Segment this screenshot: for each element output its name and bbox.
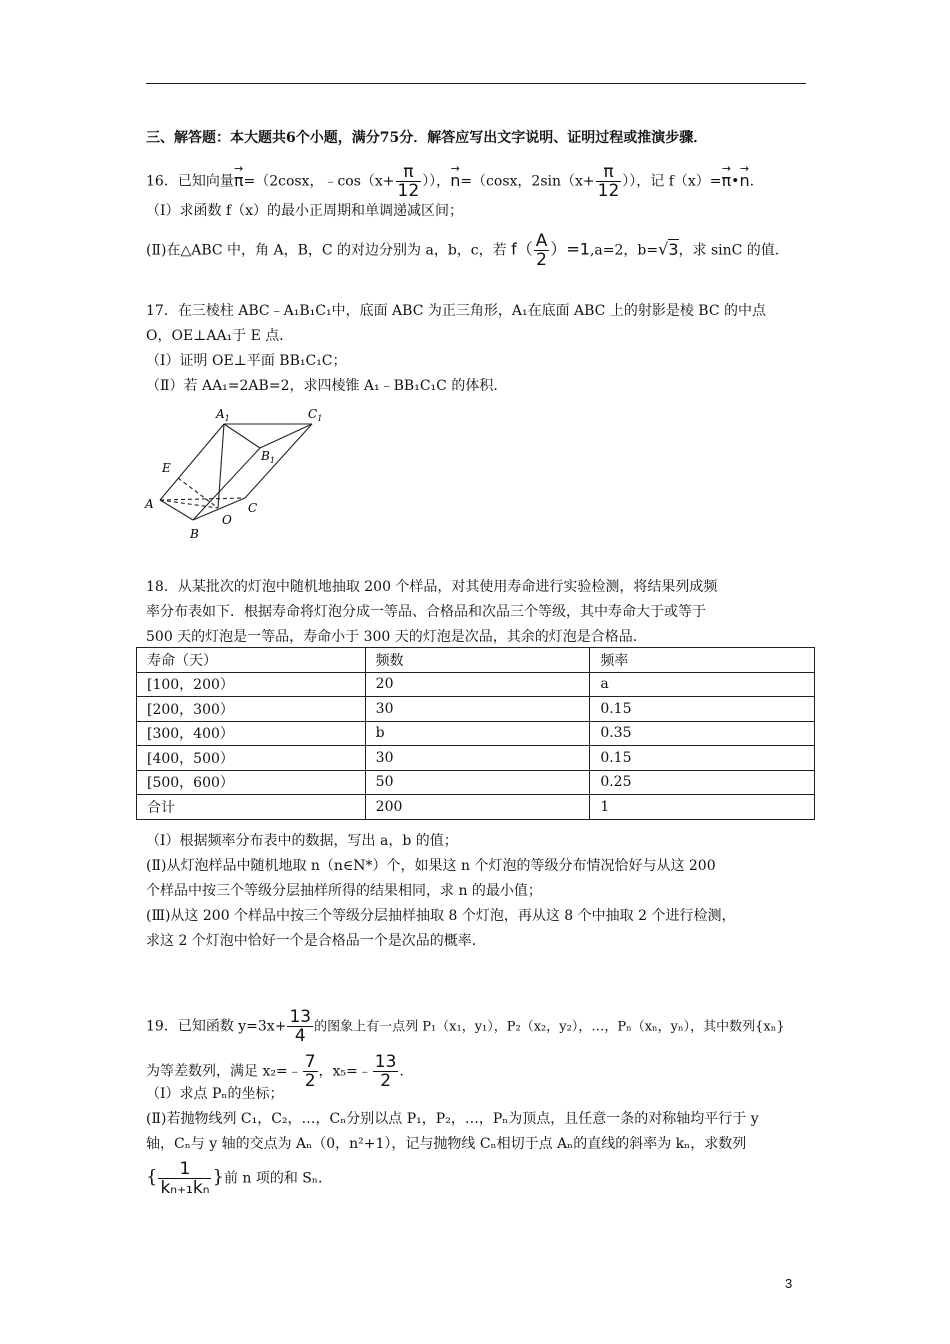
frac-7-2 [303,1053,318,1090]
table-cell: 200 [365,795,590,820]
q16-part2-c: ,a=2，b= [589,242,659,259]
sqrt-3 [658,239,678,259]
q16-part2-a: (Ⅱ)在△ABC 中，角 A，B，C 的对边分别为 a，b，c，若 [146,242,507,259]
frac-num: A [535,231,548,251]
vector-m: → π [234,171,244,191]
q17-part1: （Ⅰ）证明 OE⊥平面 BB₁C₁C； [146,353,347,369]
frac-den: 12 [397,181,420,201]
frac-a-2 [534,232,550,269]
q18-part2-line1: (Ⅱ)从灯泡样品中随机地取 n（n∈N*）个，如果这 n 个灯泡的等级分布情况恰好与从这 200 [146,858,716,874]
table-cell: 30 [365,697,590,722]
q19-part2-line3 [146,1160,322,1197]
table-cell: 0.15 [590,697,815,722]
frac-den: 4 [287,1026,313,1045]
page-number: 3 [785,1276,793,1291]
q17-line1: 17．在三棱柱 ABC﹣A₁B₁C₁中，底面 ABC 为正三角形，A₁在底面 ABC 上的射影是棱 BC 的中点 [146,303,767,319]
table-header-row [137,648,815,673]
q19-line1 [146,1008,785,1045]
label-c1: $C_1$ [308,407,323,423]
q19-text-f: 前 n 项的和 Sₙ. [223,1170,323,1187]
edge-ab [160,500,193,520]
q18-part2-line2: 个样品中按三个等级分层抽样所得的结果相同，求 n 的最小值； [146,883,542,899]
q18-part3-line2: 求这 2 个灯泡中恰好一个是合格品一个是次品的概率． [146,933,486,949]
frac-num: 1 [179,1159,191,1179]
frac-num: 13 [289,1007,312,1027]
table-cell: 20 [365,672,590,697]
edge-b1c1 [260,424,312,448]
dot-product: • [731,173,740,190]
q16-part2 [146,232,779,269]
table-header: 频率 [590,648,815,673]
table-row [137,746,815,771]
sqrt-value: 3 [668,239,679,259]
table-cell: [400，500） [137,746,366,771]
q16-text-e: ）），记 f（x）= [622,173,722,190]
frac-den: 2 [373,1071,399,1090]
edge-cc1 [245,424,312,498]
q16-text-c: ））， [422,173,451,190]
frac-1-kk [158,1160,211,1197]
vector-n: → n [450,171,460,191]
q18-part3-line1: (Ⅲ)从这 200 个样品中按三个等级分层抽样抽取 8 个灯泡，再从这 8 个中抽取 2 个进行检测， [146,908,736,924]
label-o: O [222,513,232,527]
vector-m-2: → π [722,171,732,191]
table-row [137,770,815,795]
table-cell: [300，400） [137,721,366,746]
table-header: 频数 [365,648,590,673]
frac-den: 12 [597,181,620,201]
f-label: f（ [511,239,533,259]
label-e: E [162,461,171,475]
section-title: 三、解答题：本大题共6个小题，满分75分．解答应写出文字说明、证明过程或推演步骤． [146,130,708,146]
frac-13-2 [373,1053,399,1090]
frac-den: 2 [534,250,550,269]
q16-line1 [146,163,754,200]
table-row [137,721,815,746]
frequency-table [136,647,815,820]
edge-ac-hidden [160,498,245,500]
sqrt-symbol: √ [658,239,669,259]
label-b1: $B_1$ [261,449,275,465]
table-cell: 0.35 [590,721,815,746]
q19-text-e: . [399,1063,404,1080]
q19-text-d: ，x₅=﹣ [318,1063,372,1080]
table-cell: 0.25 [590,770,815,795]
q16-part2-d: ，求 sinC 的值. [678,242,780,259]
q16-part1: （Ⅰ）求函数 f（x）的最小正周期和单调递减区间； [146,203,464,219]
table-row [137,672,815,697]
table-cell: 50 [365,770,590,795]
frac-num: π [603,162,614,182]
table-row [137,795,815,820]
q16-frac-pi-12-a [396,163,422,200]
prism-figure [140,400,340,545]
table-row [137,697,815,722]
q16-frac-pi-12-b [596,163,622,200]
table-cell: 0.15 [590,746,815,771]
frac-num: 7 [304,1052,316,1072]
vector-n-2: → n [739,171,749,191]
q19-part2-line2: 轴，Cₙ与 y 轴的交点为 Aₙ（0，n²+1），记与抛物线 Cₙ相切于点 Aₙ的直线的斜率为 kₙ，求数列 [146,1136,747,1152]
frac-num: π [403,162,414,182]
frac-num: 13 [374,1052,397,1072]
q17-part2: （Ⅱ）若 AA₁=2AB=2，求四棱锥 A₁﹣BB₁C₁C 的体积． [146,378,508,394]
label-b: B [190,527,199,541]
label-a: A [145,497,154,511]
q19-text-b: 的图象上有一点列 P₁（x₁，y₁），P₂（x₂，y₂），…，Pₙ（xₙ，yₙ），其中数列{xₙ} [314,1019,785,1035]
q16-text-a: 16．已知向量 [146,173,234,190]
q18-line3: 500 天的灯泡是一等品，寿命小于 300 天的灯泡是次品，其余的灯泡是合格品． [146,629,647,645]
edge-a1o [218,424,224,508]
q18-line1: 18．从某批次的灯泡中随机地抽取 200 个样品，对其使用寿命进行实验检测，将结果列成频 [146,579,718,595]
table-cell: 30 [365,746,590,771]
frac-den: kₙ₊₁kₙ [160,1178,210,1198]
brace-close: } [212,1166,224,1188]
q18-part1: （Ⅰ）根据频率分布表中的数据，写出 a，b 的值； [146,833,458,849]
q16-end: . [749,173,755,190]
table-cell: [200，300） [137,697,366,722]
q17-line2: O，OE⊥AA₁于 E 点． [146,328,294,344]
f-eq: ）=1 [550,239,590,259]
table-cell: [100，200） [137,672,366,697]
table-cell: b [365,721,590,746]
table-cell: 1 [590,795,815,820]
table-cell: 合计 [137,795,366,820]
q16-text-d: =（cosx，2sin（x+ [460,173,595,190]
q19-part1: （Ⅰ）求点 Pₙ的坐标； [146,1086,284,1102]
edge-a1b1 [224,424,260,448]
header-rule [146,83,806,84]
label-c: C [248,501,258,515]
q19-text-c: 为等差数列，满足 x₂=﹣ [146,1063,302,1080]
label-a1: $A_1$ [216,407,230,423]
table-cell: a [590,672,815,697]
q19-part2-line1: (Ⅱ)若抛物线列 C₁，C₂，…，Cₙ分别以点 P₁，P₂，…，Pₙ为顶点，且任意一条的对称轴均平行于 y [146,1111,759,1127]
frac-13-4 [287,1008,313,1045]
q19-text-a: 19．已知函数 y=3x+ [146,1018,287,1035]
table-cell: [500，600） [137,770,366,795]
frac-den: 2 [304,1071,316,1091]
q18-line2: 率分布表如下．根据寿命将灯泡分成一等品、合格品和次品三个等级，其中寿命大于或等于 [146,604,706,620]
q16-text-b: =（2cosx，﹣cos（x+ [243,173,395,190]
table-header: 寿命（天） [137,648,366,673]
brace-open: { [146,1166,158,1188]
